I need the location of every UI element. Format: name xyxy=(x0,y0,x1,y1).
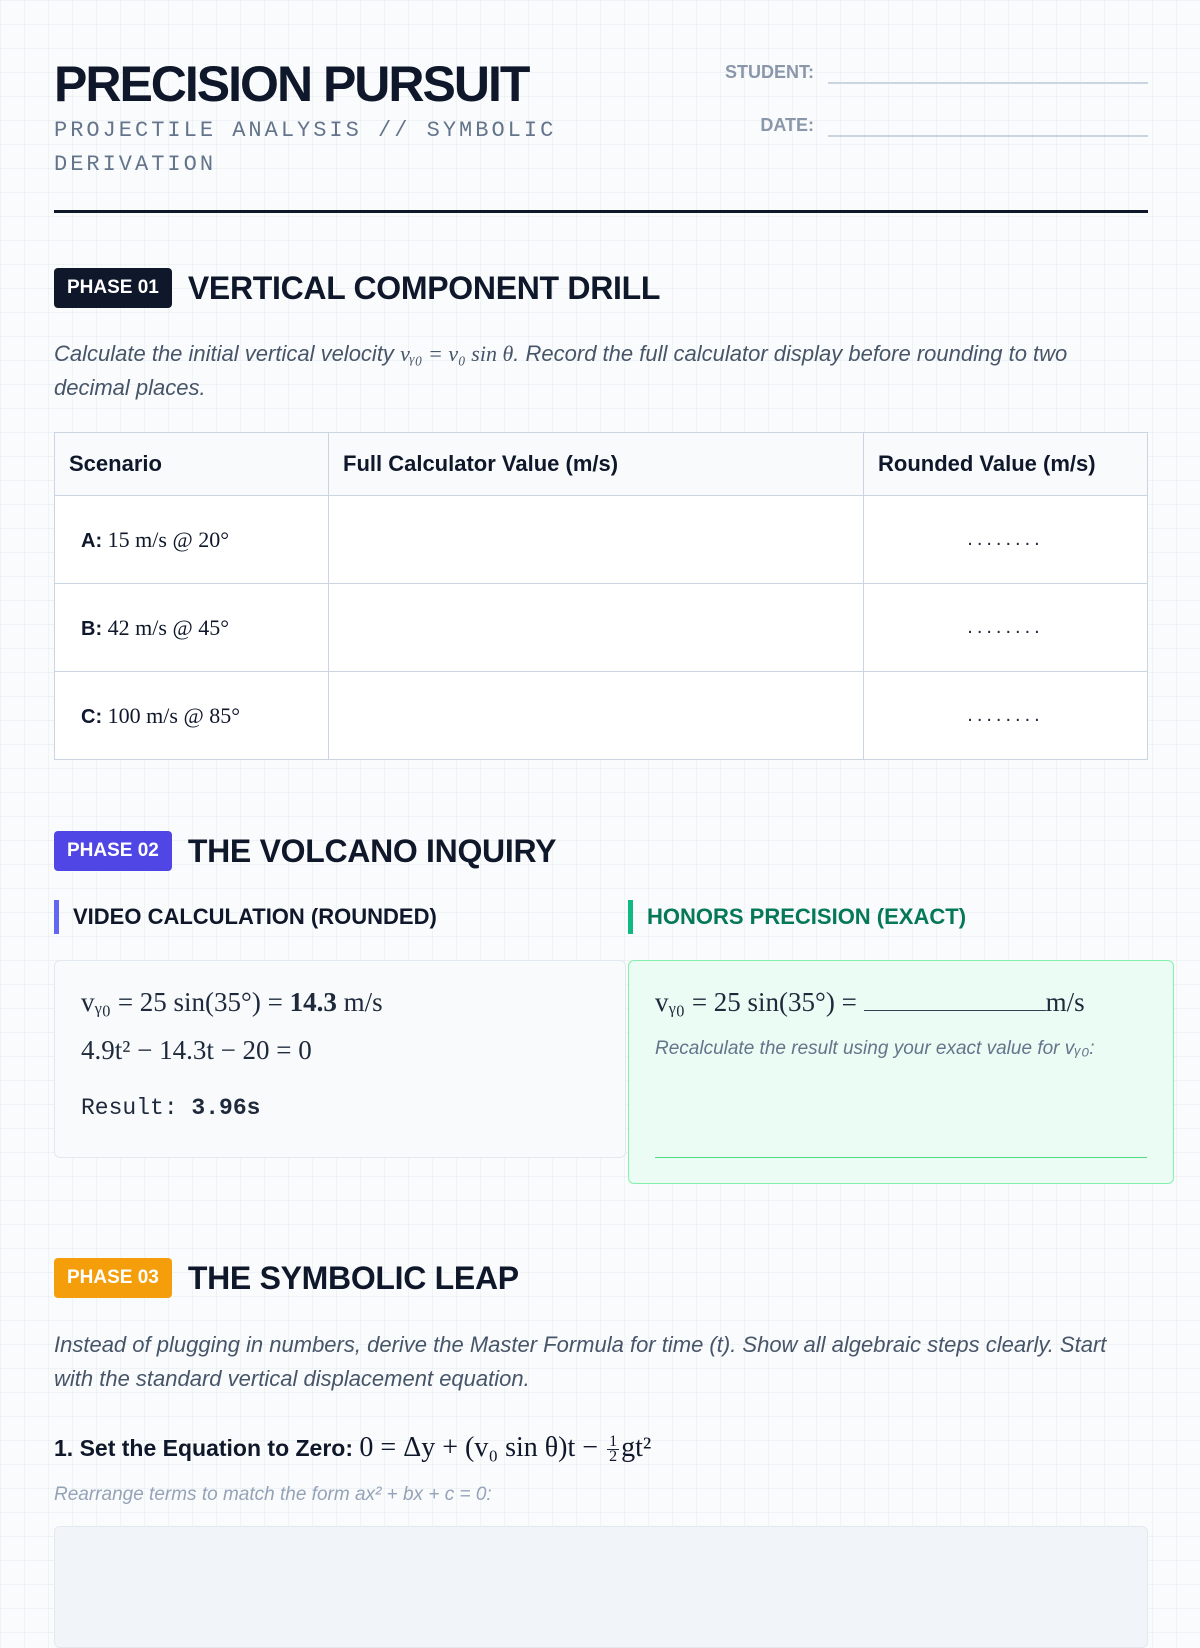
page-title: PRECISION PURSUIT xyxy=(54,56,529,112)
full-value-cell[interactable] xyxy=(329,496,864,584)
rounded-calculation-heading: VIDEO CALCULATION (ROUNDED) xyxy=(54,900,437,934)
scenario-cell xyxy=(55,584,329,672)
scenario-letter: A: xyxy=(81,529,103,552)
exact-answer-line[interactable] xyxy=(655,1157,1147,1158)
equation-part: 0 = Δy + (v₀ sin θ)t − xyxy=(359,1432,606,1463)
rounded-velocity-value: 14.3 xyxy=(289,987,337,1017)
full-value-cell[interactable] xyxy=(329,584,864,672)
phase-01-instruction xyxy=(54,337,1148,405)
one-half-fraction xyxy=(607,1435,619,1464)
equation-lhs: vᵧ₀ = 25 sin(35°) = xyxy=(655,987,864,1017)
exact-velocity-equation xyxy=(655,987,1085,1018)
phase-01-title: VERTICAL COMPONENT DRILL xyxy=(187,269,661,306)
date-label: DATE: xyxy=(760,115,814,135)
velocity-unit: m/s xyxy=(1045,987,1085,1017)
table-row xyxy=(55,672,1148,760)
instruction-text-end: . Record the full calculator display before rounding to two decimal places. xyxy=(54,341,1068,400)
student-field xyxy=(712,58,1148,84)
student-name-line[interactable] xyxy=(828,58,1148,84)
exact-calculation-box xyxy=(628,960,1174,1184)
exact-precision-heading: HONORS PRECISION (EXACT) xyxy=(628,900,966,934)
step-1-label: 1. Set the Equation to Zero: xyxy=(54,1435,360,1461)
phase-03-instruction: Instead of plugging in numbers, derive the Master Formula for time (t). Show all algebraic steps clearly. Start with the standard vertical displacement equation. xyxy=(54,1332,1107,1391)
phase-03-badge: PHASE 03 xyxy=(54,1258,172,1298)
phase-02-title: THE VOLCANO INQUIRY xyxy=(187,832,557,869)
full-value-cell[interactable] xyxy=(329,672,864,760)
table-row xyxy=(55,496,1148,584)
rounded-value-cell[interactable]: ........ xyxy=(864,672,1148,760)
fraction-numerator: 1 xyxy=(609,1433,618,1451)
exact-recalculate-hint: Recalculate the result using your exact value for vᵧ₀: xyxy=(655,1038,1095,1059)
scenario-cell xyxy=(55,496,329,584)
equation-part: gt² xyxy=(621,1432,652,1463)
rounded-value-cell[interactable]: ........ xyxy=(864,496,1148,584)
quadratic-equation: 4.9t² − 14.3t − 20 = 0 xyxy=(81,1035,312,1065)
velocity-unit: m/s xyxy=(336,987,383,1017)
column-header-scenario: Scenario xyxy=(55,433,329,496)
rounded-calculation-box xyxy=(54,960,626,1158)
phase-01-badge: PHASE 01 xyxy=(54,268,172,308)
phase-02-heading xyxy=(54,831,556,871)
phase-01-heading xyxy=(54,268,660,308)
derivation-work-area[interactable] xyxy=(54,1526,1148,1648)
rounded-velocity-equation xyxy=(81,987,383,1018)
displacement-equation xyxy=(359,1432,652,1466)
exact-velocity-blank[interactable] xyxy=(864,988,1046,1011)
scenario-value: 42 m/s @ 45° xyxy=(107,614,230,640)
scenario-value: 100 m/s @ 85° xyxy=(107,702,241,728)
scenario-letter: B: xyxy=(81,617,103,640)
phase-03-title: THE SYMBOLIC LEAP xyxy=(187,1259,519,1296)
scenario-letter: C: xyxy=(81,705,103,728)
result-value: 3.96s xyxy=(191,1095,261,1121)
result-label: Result: xyxy=(81,1095,192,1121)
page-subtitle: PROJECTILE ANALYSIS // SYMBOLIC DERIVATION xyxy=(54,118,557,177)
worksheet-header xyxy=(54,0,1148,213)
instruction-text: Calculate the initial vertical velocity xyxy=(54,341,394,366)
step-1-hint: Rearrange terms to match the form ax² + bx + c = 0: xyxy=(54,1484,492,1505)
vertical-velocity-formula: vᵧ₀ = v₀ sin θ xyxy=(400,341,514,366)
date-field xyxy=(712,111,1148,137)
phase-03-heading xyxy=(54,1258,519,1298)
rounded-value-cell[interactable]: ........ xyxy=(864,584,1148,672)
phase-02-badge: PHASE 02 xyxy=(54,831,172,871)
scenario-value: 15 m/s @ 20° xyxy=(107,526,230,552)
rounded-result xyxy=(81,1095,260,1121)
column-header-full-value: Full Calculator Value (m/s) xyxy=(329,433,864,496)
table-row xyxy=(55,584,1148,672)
equation-lhs: vᵧ₀ = 25 sin(35°) = xyxy=(81,987,290,1017)
column-header-rounded-value: Rounded Value (m/s) xyxy=(864,433,1148,496)
date-line[interactable] xyxy=(828,111,1148,137)
step-1 xyxy=(54,1432,651,1464)
fraction-denominator: 2 xyxy=(609,1448,618,1466)
scenario-cell xyxy=(55,672,329,760)
velocity-table xyxy=(54,432,1148,760)
worksheet-page xyxy=(54,0,1148,1505)
student-label: STUDENT: xyxy=(725,62,814,82)
